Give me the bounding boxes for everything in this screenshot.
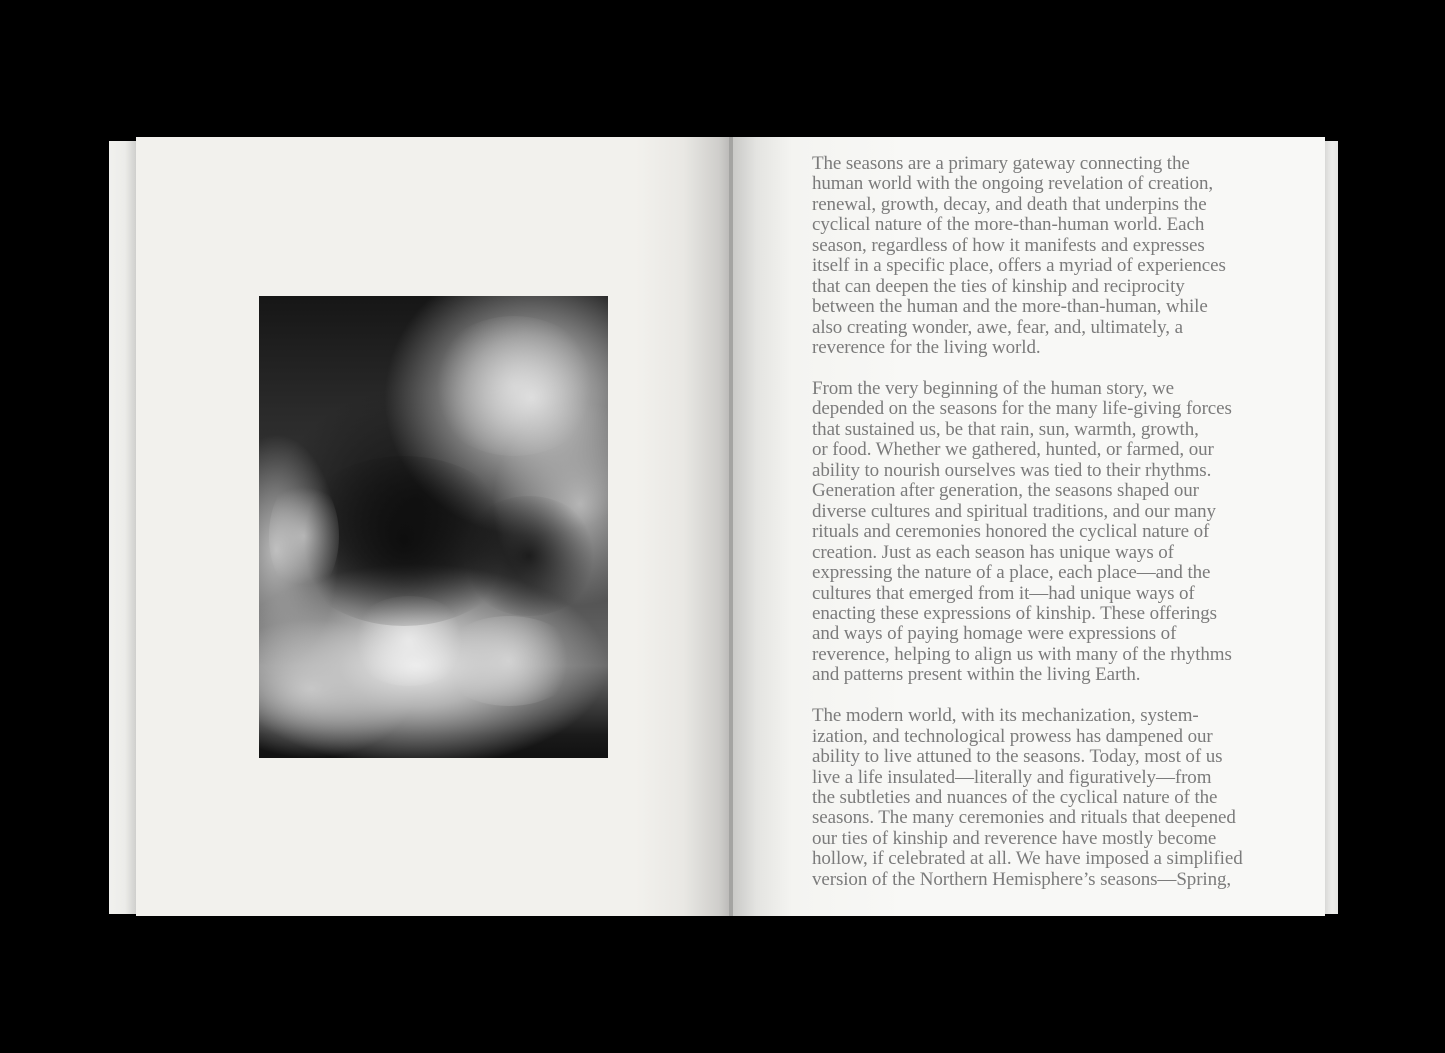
text-line: ability to nourish ourselves was tied to their rhythms. <box>812 459 1212 481</box>
text-line: and patterns present within the living Earth. <box>812 664 1141 686</box>
text-line: Generation after generation, the seasons shaped our <box>812 480 1199 502</box>
text-line: itself in a specific place, offers a myriad of experiences <box>812 255 1226 277</box>
text-line: also creating wonder, awe, fear, and, ultimately, a <box>812 316 1183 338</box>
text-line: diverse cultures and spiritual traditions, and our many <box>812 500 1216 522</box>
text-line: depended on the seasons for the many life-giving forces <box>812 398 1232 420</box>
paragraph-2 <box>812 379 1312 686</box>
paragraph-1 <box>812 154 1312 359</box>
text-line: The seasons are a primary gateway connecting the <box>812 153 1190 174</box>
text-line: season, regardless of how it manifests and expresses <box>812 234 1205 256</box>
text-line: reverence for the living world. <box>812 337 1041 359</box>
text-line: seasons. The many ceremonies and rituals that deepened <box>812 807 1236 829</box>
text-line: The modern world, with its mechanization, system- <box>812 705 1199 727</box>
text-line: cultures that emerged from it—had unique ways of <box>812 582 1195 604</box>
text-line: expressing the nature of a place, each place—and the <box>812 562 1211 584</box>
text-line: our ties of kinship and reverence have mostly become <box>812 827 1217 849</box>
text-line: renewal, growth, decay, and death that underpins the <box>812 193 1207 215</box>
cloud-puff <box>429 316 599 456</box>
text-line: version of the Northern Hemisphere’s seasons—Spring, <box>812 868 1232 890</box>
text-line: creation. Just as each season has unique ways of <box>812 541 1174 563</box>
body-text <box>812 154 1312 911</box>
text-line: that can deepen the ties of kinship and reciprocity <box>812 275 1185 297</box>
cloud-puff <box>439 616 579 706</box>
text-line: human world with the ongoing revelation of creation, <box>812 173 1214 195</box>
text-line: the subtleties and nuances of the cyclical nature of the <box>812 787 1218 809</box>
text-line: that sustained us, be that rain, sun, warmth, growth, <box>812 418 1199 440</box>
cloud-shadow <box>459 496 599 616</box>
text-line: ization, and technological prowess has dampened our <box>812 725 1213 747</box>
text-line: live a life insulated—literally and figuratively—from <box>812 766 1212 788</box>
paragraph-3 <box>812 706 1312 890</box>
text-line: enacting these expressions of kinship. These offerings <box>812 602 1217 624</box>
text-line: From the very beginning of the human story, we <box>812 377 1174 399</box>
text-line: cyclical nature of the more-than-human world. Each <box>812 214 1205 236</box>
storm-cloud-photo-icon <box>259 296 608 758</box>
text-line: rituals and ceremonies honored the cyclical nature of <box>812 521 1210 543</box>
text-line: hollow, if celebrated at all. We have imposed a simplified <box>812 848 1243 870</box>
text-line: or food. Whether we gathered, hunted, or farmed, our <box>812 439 1214 461</box>
text-line: ability to live attuned to the seasons. Today, most of us <box>812 746 1223 768</box>
text-line: reverence, helping to align us with many of the rhythms <box>812 643 1232 665</box>
text-line: and ways of paying homage were expressions of <box>812 623 1177 645</box>
text-line: between the human and the more-than-human, while <box>812 296 1208 318</box>
